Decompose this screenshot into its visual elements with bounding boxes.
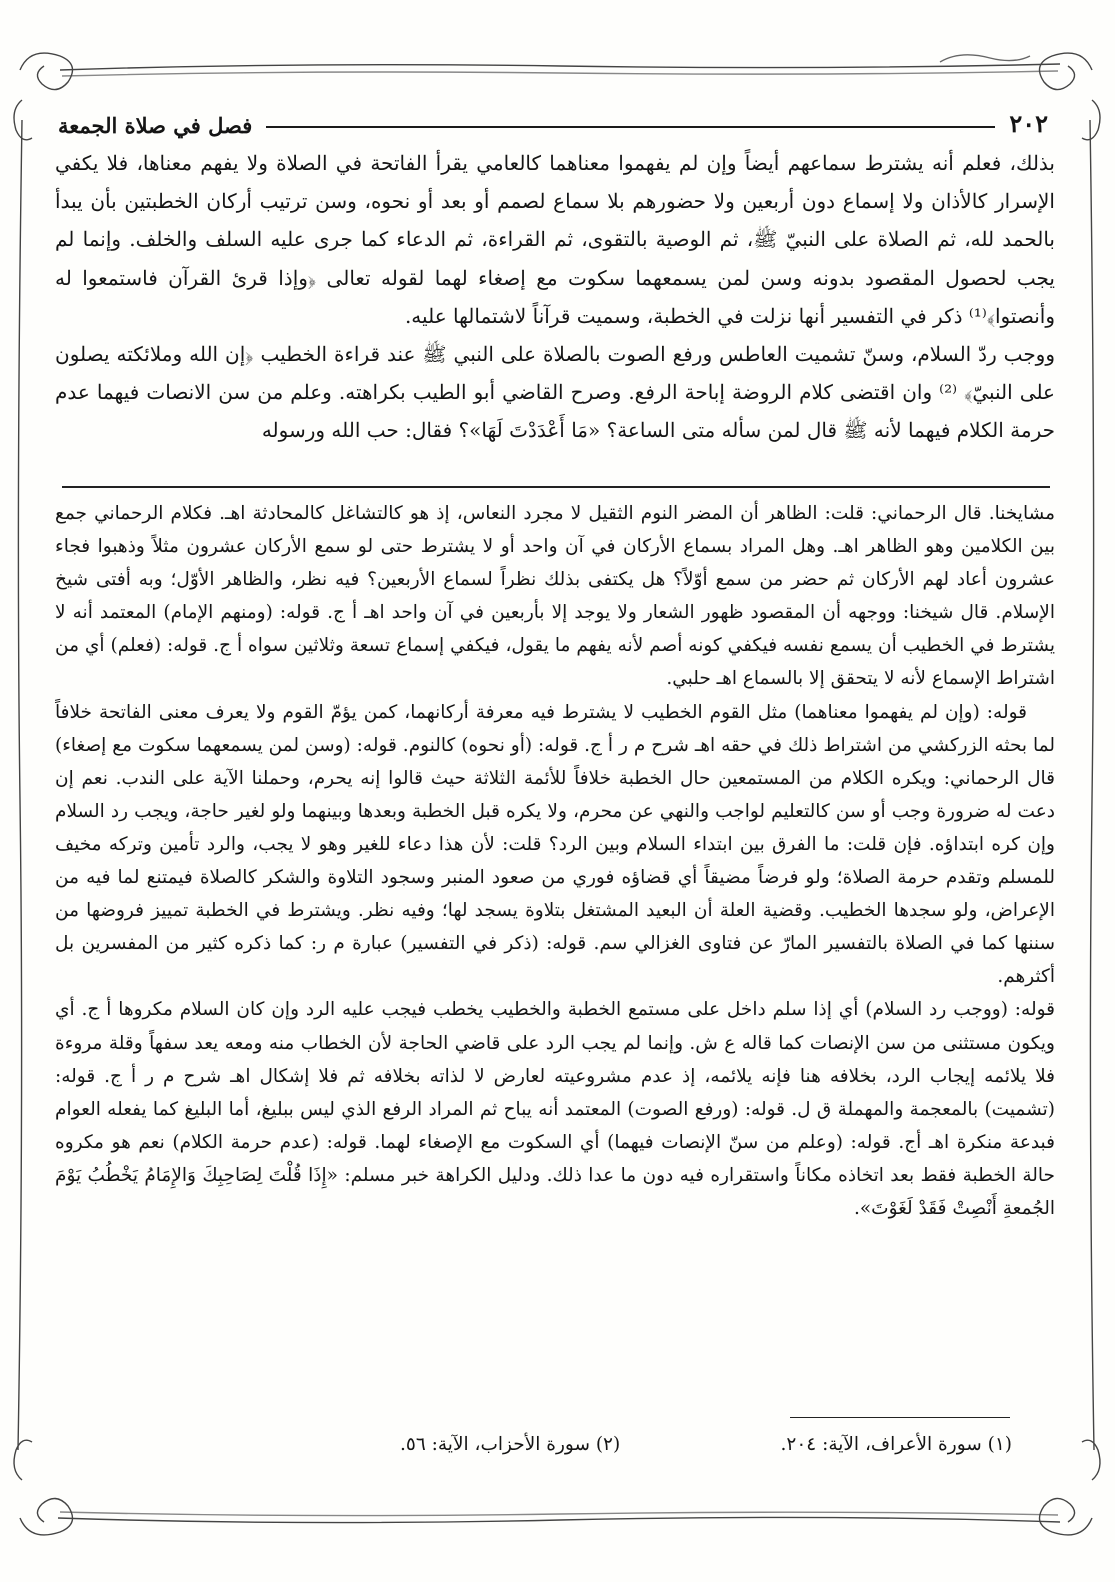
main-paragraph: ووجب ردّ السلام، وسنّ تشميت العاطس ورفع الصوت بالصلاة على النبي ﷺ عند قراءة الخطيب ﴿إن الله وملائكته يصلون على النبيّ﴾ ⁽²⁾ وان اقتضى كلام الروضة إباحة الرفع. وصرح القاضي أبو الطيب بكراهته. وعلم من سن الانصات فيهما عدم حرمة الكلام فيهما لأنه ﷺ قال لمن سأله متى الساعة؟ «مَا أَعْدَدْتَ لَهَا»؟ فقال: حب الله ورسوله	[55, 342, 1055, 443]
footnote-rule	[790, 1417, 1010, 1418]
commentary-paragraph: قوله: (ووجب رد السلام) أي إذا سلم داخل على مستمع الخطبة والخطيب يخطب فيجب عليه الرد وإن كان السلام مكروها أ ج. أي ويكون مستثنى من سن الإنصات كما قاله ع ش. وإنما لم يجب الرد على قاضي الحاجة لأن الخطاب منه ومعه يعد سفهاً وقلة مروءة فلا يلائمه إيجاب الرد، بخلافه هنا فإنه يلائمه، إذ عدم مشروعيته لعارض لا لذاته بخلافه ثم فلا إشكال اهـ شرح م ر أ ج. قوله: (تشميت) بالمعجمة والمهملة ق ل. قوله: (ورفع الصوت) المعتمد أنه يباح ثم المراد الرفع الذي ليس ببليغ، أما البليغ كما يفعله العوام فبدعة منكرة اهـ أج. قوله: (وعلم من سنّ الإنصات فيهما) أي السكوت مع الإصغاء لهما. قوله: (عدم حرمة الكلام) نعم هو مكروه حالة الخطبة فقط بعد اتخاذه مكاناً واستقراره فيه دون ما عدا ذلك. ودليل الكراهة خبر مسلم: «إِذَا قُلْتَ لِصَاحِبِكَ وَالإِمَامُ يَخْطُبُ يَوْمَ الجُمعةِ أَنْصِتْ فَقَدْ لَغَوْتَ».	[55, 999, 1055, 1219]
commentary-text	[55, 497, 1055, 1225]
page-header	[58, 100, 1048, 136]
footnotes	[400, 1430, 1012, 1460]
main-text	[55, 144, 1055, 450]
header-rule	[266, 126, 995, 128]
chapter-title: فصل في صلاة الجمعة	[58, 113, 253, 138]
commentary-paragraph: قوله: (وإن لم يفهموا معناهما) مثل القوم الخطيب لا يشترط فيه معرفة أركانهما، كمن يؤمّ القوم ولا يعرف معنى الفاتحة خلافاً لما بحثه الزركشي من اشتراط ذلك في حقه اهـ شرح م ر أ ج. قوله: (أو نحوه) كالنوم. قوله: (وسن لمن يسمعهما سكوت مع إصغاء) قال الرحماني: ويكره الكلام من المستمعين حال الخطبة خلافاً للأئمة الثلاثة حيث قالوا إنه يحرم، وحملنا الآية على الندب. نعم إن دعت له ضرورة وجب أو سن كالتعليم لواجب والنهي عن محرم، ولا يكره قبل الخطبة وبعدها وبينهما ولو لغير حاجة، ويجب رد السلام وإن كره ابتداؤه. فإن قلت: ما الفرق بين ابتداء السلام وبين الرد؟ قلت: لأن هذا دعاء للغير وهو لا يجب، والرد تأمين وتركه مخيف للمسلم وتقدم حرمة الصلاة؛ ولو فرضاً مضيقاً أي قضاؤه فوري من صعود المنبر وسجود التلاوة والشكر كالصلاة فيمتنع لما فيه من الإعراض، ولو سجدها الخطيب. وقضية العلة أن البعيد المشتغل بتلاوة يسجد لها؛ وفيه نظر. ويشترط في الخطبة تمييز فروضها من سننها كما في الصلاة بالتفسير المارّ عن فتاوى الغزالي سم. قوله: (ذكر في التفسير) عبارة م ر: كما ذكره كثير من المفسرين بل أكثرهم.	[55, 701, 1055, 988]
page-number: ٢٠٢	[1009, 109, 1048, 138]
footnote: (٢) سورة الأحزاب، الآية: ٥٦.	[400, 1434, 621, 1455]
text-separator	[62, 486, 1050, 488]
footnote: (١) سورة الأعراف، الآية: ٢٠٤.	[780, 1434, 1012, 1455]
commentary-paragraph: مشايخنا. قال الرحماني: قلت: الظاهر أن المضر النوم الثقيل لا مجرد النعاس، إذ هو كالتشاغل كالمحادثة اهـ. فكلام الرحماني جمع بين الكلامين وهو الظاهر اهـ. وهل المراد بسماع الأركان في آن واحد أو لا يشترط حتى لو سمع الأركان عشرون مثلاً وذهبوا فجاء عشرون أعاد لهم الأركان ثم حضر من سمع أوّلاً؟ هل يكتفى بذلك نظراً لسماع الأربعين؟ فيه نظر، والظاهر الأوّل؛ وبه أفتى شيخ الإسلام. قال شيخنا: ووجهه أن المقصود ظهور الشعار ولا يوجد إلا بأربعين في آن واحد اهـ أ ج. قوله: (ومنهم الإمام) المعتمد أنه لا يشترط في الخطيب أن يسمع نفسه فيكفي كونه أصم لأنه يفهم ما يقول، فيكفي إسماع تسعة وثلاثين سواه أ ج. قوله: (فعلم) أي من اشتراط الإسماع لأنه لا يتحقق إلا بالسماع اهـ حلبي.	[55, 503, 1055, 690]
main-paragraph: بذلك، فعلم أنه يشترط سماعهم أيضاً وإن لم يفهموا معناهما كالعامي يقرأ الفاتحة في الصلاة ولا يفهم معناها، فلا يكفي الإسرار كالأذان ولا إسماع دون أربعين ولا حضورهم بلا سماع لصمم أو بعد أو نحوه، وسن ترتيب أركان الخطبتين بأن يبدأ بالحمد لله، ثم الصلاة على النبيّ ﷺ، ثم الوصية بالتقوى، ثم القراءة، ثم الدعاء كما جرى عليه السلف والخلف. وإنما لم يجب لحصول المقصود بدونه وسن لمن يسمعهما سكوت مع إصغاء لهما لقوله تعالى ﴿وإذا قرئ القرآن فاستمعوا له وأنصتوا﴾⁽¹⁾ ذكر في التفسير أنها نزلت في الخطبة، وسميت قرآناً لاشتمالها عليه.	[55, 151, 1055, 328]
